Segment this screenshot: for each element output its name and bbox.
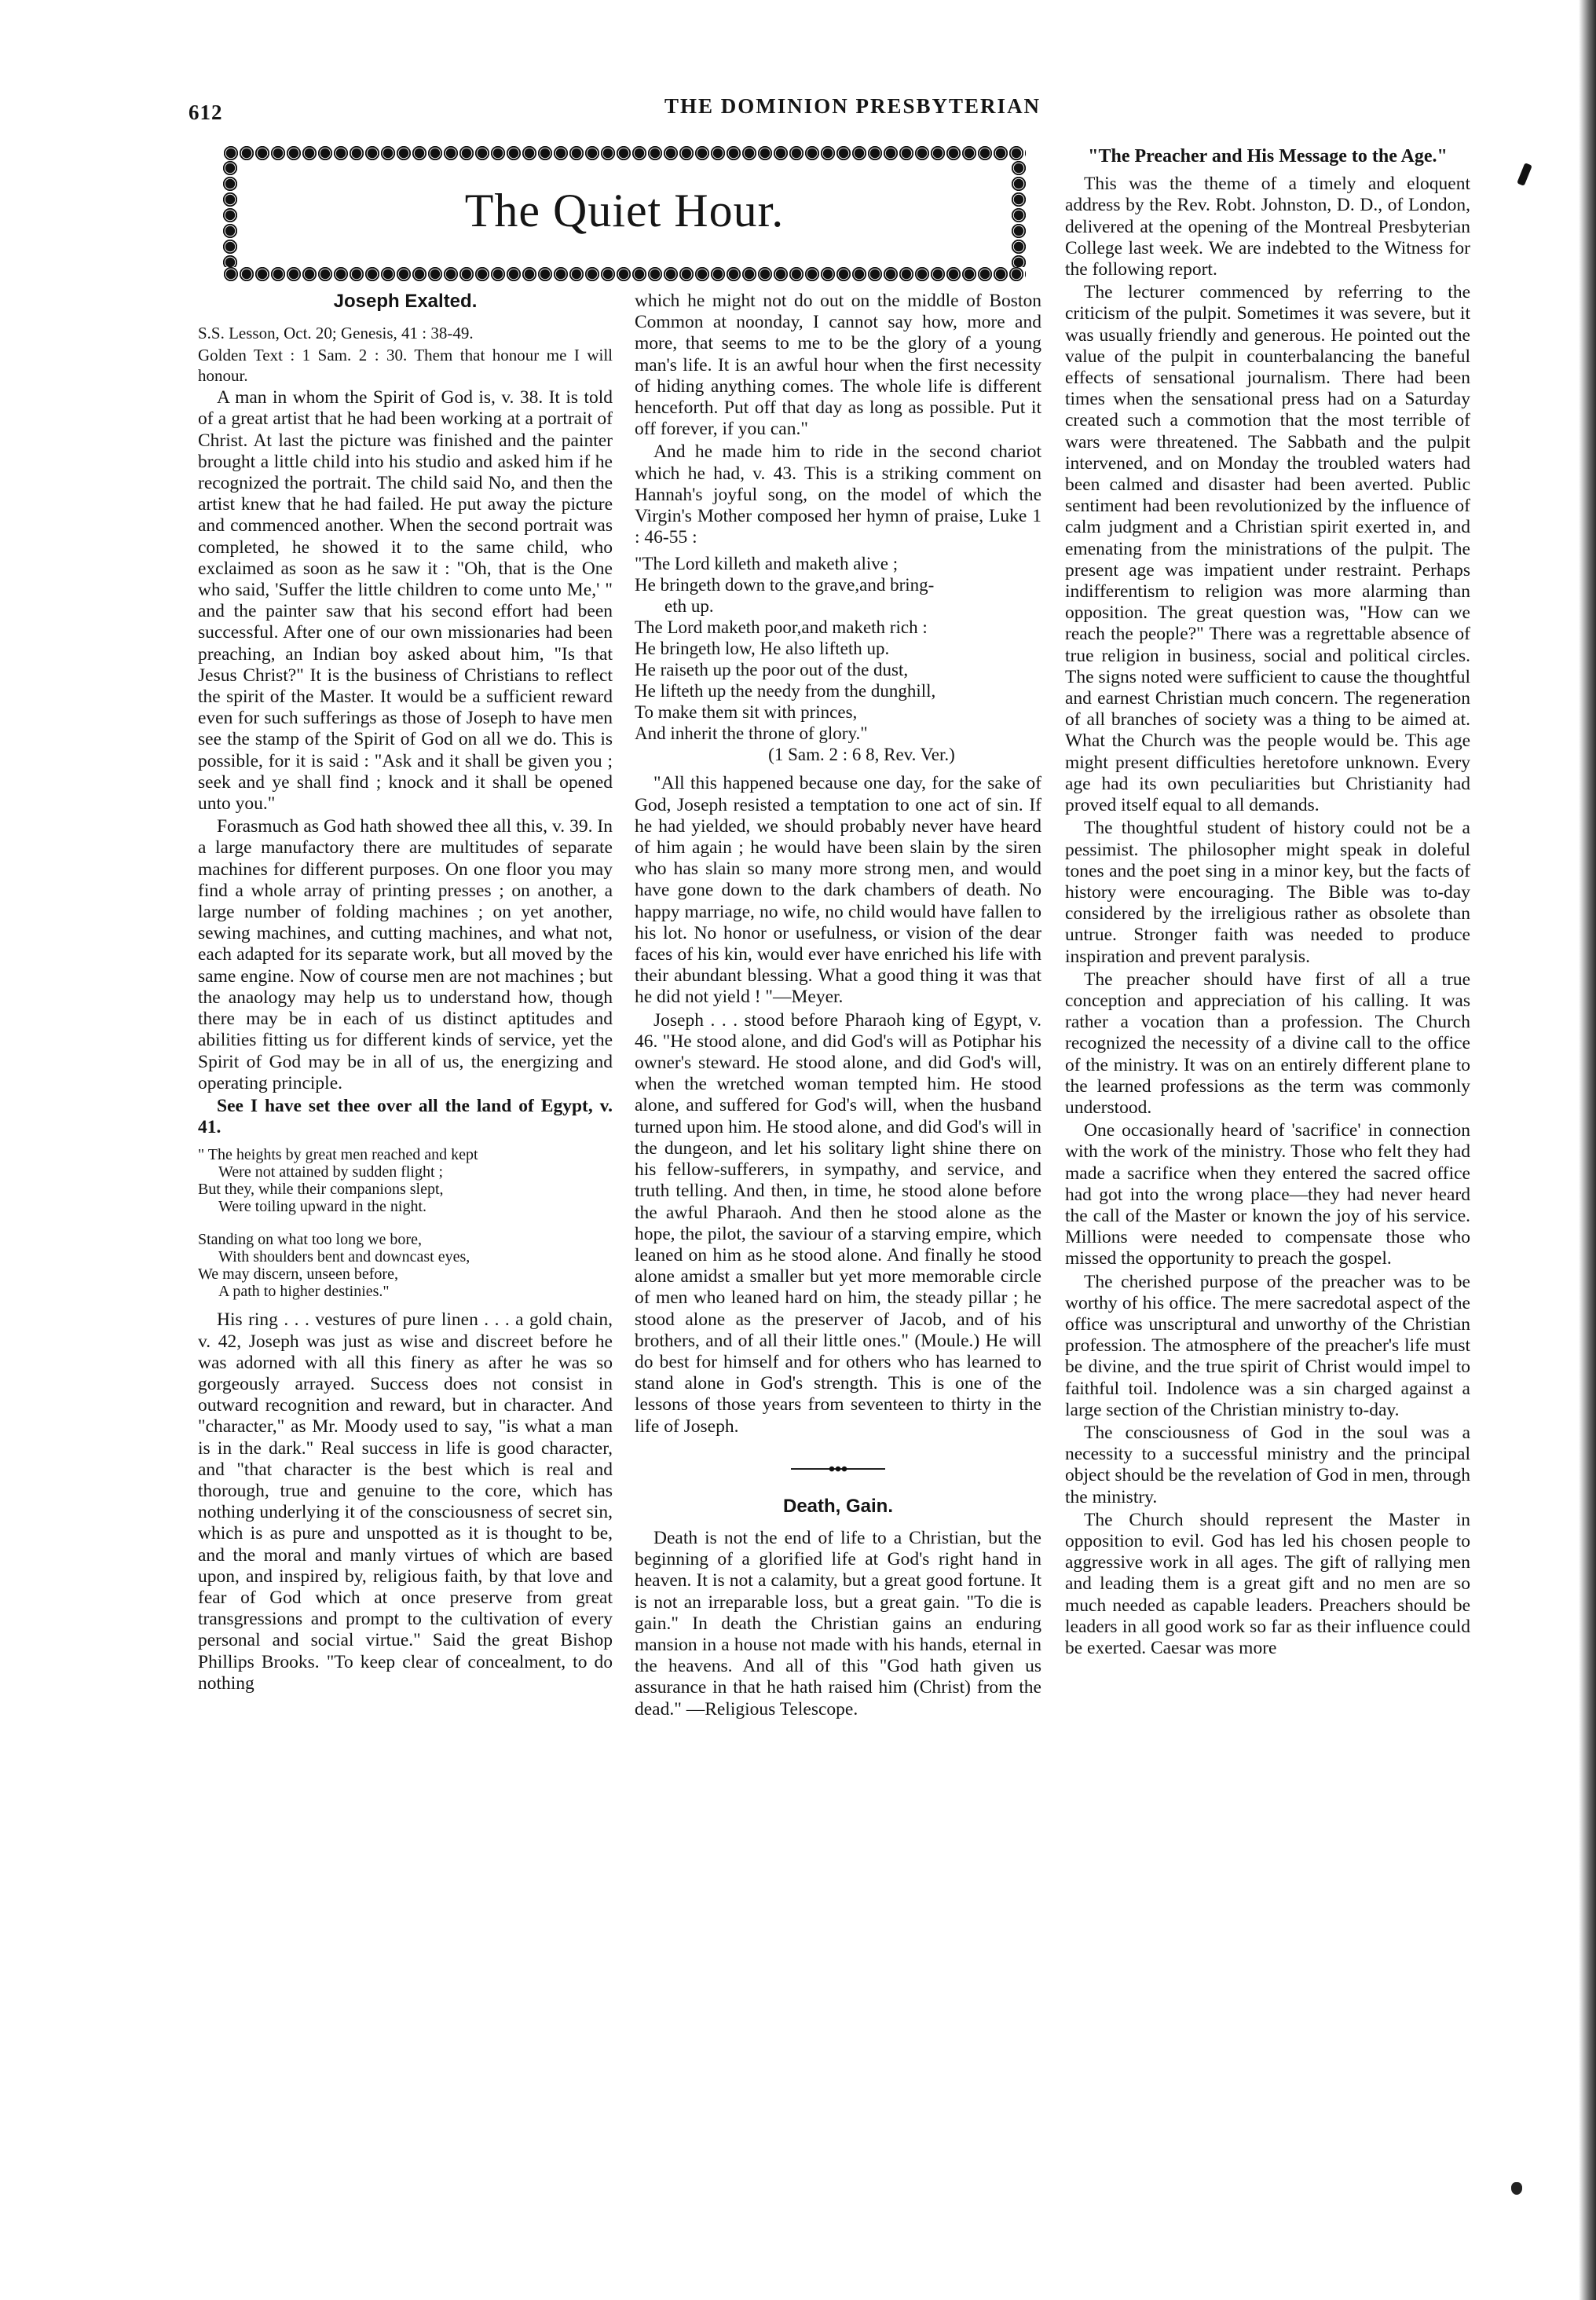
lesson-reference: S.S. Lesson, Oct. 20; Genesis, 41 : 38-49. <box>198 324 474 343</box>
poem-line: Were not attained by sudden flight ; <box>218 1163 444 1181</box>
verse-line: eth up. <box>664 596 714 617</box>
paragraph: A man in whom the Spirit of God is, v. 38. It is told of a great artist that he had been working at a portrait of Christ. At last the picture was finished and the painter brought a little child into his studio and asked him if he recognized the portrait. The child said No, and then the artist knew that he had failed. He put away the picture and commenced another. When the second portrait was completed, he showed it to the same child, who exclaimed as soon as he saw it : "Oh, that is the One who said, 'Suffer the little children to come unto Me,' " and the painter saw that his second effort had been successful. After one of our own missionaries had been preaching, an Indian boy asked about him, "Is that Jesus Christ?" It is the business of Christians to reflect the spirit of the Master. It would be a sufficient reward even for such sufferings as those of Joseph to have men see the stamp of the Spirit of God on all we do. This is possible, for it is said : "Ask and it shall be given you ; seek and ye shall find ; knock and it shall be opened unto you." <box>198 387 613 815</box>
golden-text: Golden Text : 1 Sam. 2 : 30. Them that honour me I will honour. <box>198 346 613 386</box>
poem-line: " The heights by great men reached and kept <box>198 1146 478 1164</box>
poem-line: Were toiling upward in the night. <box>218 1198 426 1216</box>
paragraph: See I have set thee over all the land of Egypt, v. 41. <box>198 1095 613 1138</box>
verse-line: To make them sit with princes, <box>635 702 858 723</box>
paragraph: The thoughtful student of history could not be a pessimist. The philosopher might speak in doleful tones and the poet sing in a minor key, but the facts of history were encouraging. The Bible was to-day considered by the irreligious rather as obsolete than untrue. Stronger faith was needed to produce inspiration and prevent paralysis. <box>1065 818 1470 967</box>
section-divider <box>791 1466 885 1472</box>
paragraph: Forasmuch as God hath showed thee all this, v. 39. In a large manufactory there are multitudes of separate machines for different purposes. On one floor you may find a whole array of printing presses ; on another, a large number of folding machines ; on yet another, sewing machines, and cutting machines, and what not, each adapted for its separate work, but all moved by the same engine. Now of course men are not machines ; but the anaology may help us to understand how, though there may be in each of us distinct aptitudes and abilities fitting us for different kinds of service, yet the Spirit of God may be in all of us, the energizing and operating principle. <box>198 816 613 1093</box>
column-1 <box>198 291 613 1696</box>
verse-line: The Lord maketh poor,and maketh rich : <box>635 617 928 638</box>
verse-line: He lifteth up the needy from the dunghill, <box>635 681 936 701</box>
verse-line: He bringeth down to the grave,and bring- <box>635 575 935 595</box>
column-3 <box>1065 146 1470 1661</box>
poem-line: Standing on what too long we bore, <box>198 1231 422 1249</box>
column-2 <box>635 291 1041 1722</box>
ornament-border-bottom <box>223 267 1026 281</box>
article-heading: "The Preacher and His Message to the Age." <box>1088 146 1448 167</box>
scripture-quote <box>635 553 1041 765</box>
ornament-border-top <box>223 146 1026 160</box>
poem-line: With shoulders bent and downcast eyes, <box>218 1248 470 1266</box>
paragraph: And he made him to ride in the second chariot which he had, v. 43. This is a striking comment on Hannah's joyful song, on the model of which the Virgin's Mother composed her hymn of praise, Luke 1 : 46-55 : <box>635 441 1041 548</box>
page-edge-shadow <box>1579 0 1596 2300</box>
poem-line: But they, while their companions slept, <box>198 1181 444 1199</box>
poem-line: We may discern, unseen before, <box>198 1265 398 1284</box>
section-title-box <box>223 146 1026 281</box>
paragraph: Joseph . . . stood before Pharaoh king of Egypt, v. 46. "He stood alone, and did God's will as Potiphar his owner's steward. He stood alone, and did God's will, when the wretched woman tempted him. He stood alone, and suffered for God's will, when the husband turned upon him. He stood alone, and did God's will in the dungeon, and let his solitary light shine there on his fellow-sufferers, in sympathy, and service, and truth telling. And then, in time, he stood alone before the awful Pharaoh. And then he stood alone as the hope, the pilot, the saviour of a starving empire, which leaned on him as he stood alone. And finally he stood alone amidst a smaller but yet more memorable circle of men who leaned hard on him, the steady pillar ; he stood alone as the preserver of Jacob, and of his brothers, and of all their little ones." (Moule.) He will do best for himself and for others who has learned to stand alone in God's strength. This is one of the lessons of those years from seventeen to thirty in the life of Joseph. <box>635 1009 1041 1437</box>
paragraph: The cherished purpose of the preacher was to be worthy of his office. The mere sacredotal aspect of the office was unscriptural and unworthy of the Christian profession. The atmosphere of the preacher's life must be divine, and the true spirit of Christ would impel to faithful toil. Indolence was a sin charged against a large section of the Christian ministry to-day. <box>1065 1271 1470 1420</box>
margin-mark <box>1517 163 1532 186</box>
page-number: 612 <box>189 101 223 124</box>
article-heading: Death, Gain. <box>782 1495 894 1517</box>
paragraph: "All this happened because one day, for the sake of God, Joseph resisted a temptation to one act of sin. If he had yielded, we should probably never have heard of him again ; he would have been slain by the siren who has slain so many more strong men, and would have gone down to the dark chambers of death. No happy marriage, no wife, no child would have fallen to his lot. No honor or usefulness, or vision of the dear faces of his kin, would ever have enriched his life with their abundant blessing. What a good thing it was that he did not yield ! "—Meyer. <box>635 773 1041 1008</box>
section-title: The Quiet Hour. <box>464 185 785 236</box>
poem-stanza-break <box>198 1215 613 1231</box>
paragraph: The consciousness of God in the soul was a necessity to a successful ministry and the principal object should be the revelation of God in men, through the ministry. <box>1065 1422 1470 1507</box>
verse-line: "The Lord killeth and maketh alive ; <box>635 554 899 574</box>
paragraph: One occasionally heard of 'sacrifice' in connection with the work of the ministry. Those who felt they had made a sacrifice when they entered the sacred office had got into the wrong place—they had never heard the call of the Master or known the joy of his service. Millions were needed to compensate those who missed the opportunity to preach the gospel. <box>1065 1120 1470 1269</box>
verse-line: He raiseth up the poor out of the dust, <box>635 660 909 680</box>
paragraph: which he might not do out on the middle of Boston Common at noonday, I cannot say how, more and more, that seems to me to be the glory of a young man's life. It is an awful hour when the first necessity of hiding anything comes. The whole life is different henceforth. Put off that day as long as possible. Put it off forever, if you can." <box>635 291 1041 440</box>
paragraph: The preacher should have first of all a true conception and appreciation of his calling. It was rather a vocation than a profession. The Church recognized the necessity of a divine call to the office of the ministry. It was on an entirely different plane to the learned professions as the term was commonly understood. <box>1065 969 1470 1118</box>
verse-line: He bringeth low, He also lifteth up. <box>635 639 890 659</box>
verse-line: And inherit the throne of glory." <box>635 723 868 744</box>
paragraph: The lecturer commenced by referring to the criticism of the pulpit. Sometimes it was severe, but it was usually friendly and generous. He pointed out the value of the pulpit in counterbalancing the baneful effects of sensational journalism. There had been times when the sensational press had on a Saturday created such a commotion that the most terrible of wars were threatened. The Sabbath and the pulpit intervened, and on Monday the troubled waters had been calmed and disaster had been averted. Public sentiment had been revolutionized by the influence of calm judgment and a Christian spirit exerted in, and emenating from the ministrations of the pulpit. The present age was impatient under restraint. Perhaps indifferentism to religion was more alarming than opposition. The great question was, "How can we reach the people?" There was a regrettable absence of true religion in business, social and political circles. The signs noted were sufficient to cause the thoughtful and earnest Christian much concern. The regeneration of all branches of society was a thing to be aimed at. What the Church was the people would be. This age might present difficulties heretofore unknown. Every age had its own peculiarities but Christianity had proved itself equal to all demands. <box>1065 282 1470 816</box>
poem <box>198 1146 613 1300</box>
margin-mark-bottom <box>1511 2182 1522 2195</box>
poem-line: A path to higher destinies." <box>218 1283 390 1301</box>
paragraph: His ring . . . vestures of pure linen . . . a gold chain, v. 42, Joseph was just as wise and discreet before he was adorned with all this finery as after he was so gorgeously arrayed. Success does not consist in outward recognition and reward, but in character. And "character," as Mr. Moody used to say, "is what a man is in the dark." Real success in life is good character, and "that character is the best which is real and thorough, true and genuine to the core, which has nothing underlying it of the consciousness of secret sin, which is as pure and unspotted as it is thought to be, and the moral and manly virtues of which are based upon, and inspired by, religious faith, by that love and fear of God which at once preserve from great transgressions and prompt to the cultivation of every personal and social virtue." Said the great Bishop Phillips Brooks. "To keep clear of concealment, to do nothing <box>198 1309 613 1694</box>
paragraph: Death is not the end of life to a Christian, but the beginning of a glorified life at God's right hand in heaven. It is not a calamity, but a great good fortune. It is not an irreparable loss, but a great gain. "To die is gain." In death the Christian gains an enduring mansion in a house not made with his hands, eternal in the heavens. And all of this "God hath given us assurance in that he hath raised him (Christ) from the dead." —Religious Telescope. <box>635 1527 1041 1720</box>
paragraph: The Church should represent the Master in opposition to evil. God has led his chosen people to aggressive work in all ages. The gift of rallying men and leading them is a great gift and no men are so much needed as capable leaders. Preachers should be leaders in all good work so far as their influence could be exerted. Caesar was more <box>1065 1509 1470 1659</box>
article-heading: Joseph Exalted. <box>333 291 478 312</box>
running-head: THE DOMINION PRESBYTERIAN <box>664 94 1041 118</box>
verse-reference: (1 Sam. 2 : 6 8, Rev. Ver.) <box>768 745 955 765</box>
paragraph: This was the theme of a timely and eloquent address by the Rev. Robt. Johnston, D. D., of London, delivered at the opening of the Montreal Presbyterian College last week. We are indebted to the Witness for the following report. <box>1065 174 1470 280</box>
